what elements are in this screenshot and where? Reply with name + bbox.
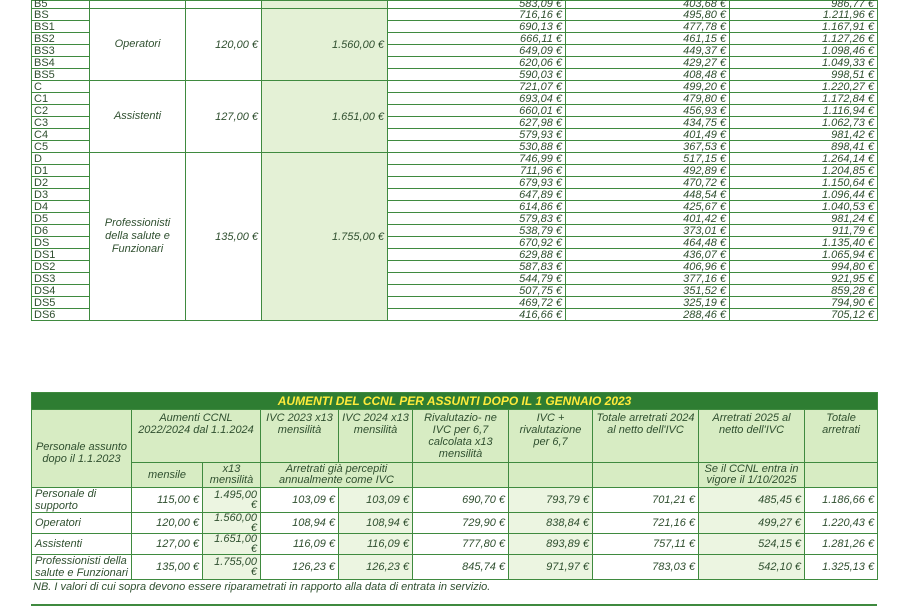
value-cell: 499,27 € [699,513,805,534]
value-cell: 507,75 € [388,285,566,297]
level-cell: C3 [32,117,90,129]
value-cell: 108,94 € [339,513,413,534]
header-empty [413,463,509,488]
level-cell: BS [32,9,90,21]
value-cell: 470,72 € [566,177,730,189]
value-cell: 126,23 € [261,555,339,580]
value-cell: 1.186,66 € [805,488,878,513]
level-cell: BS4 [32,57,90,69]
header-se-ccnl: Se il CCNL entra in vigore il 1/10/2025 [699,463,805,488]
value-cell: 971,97 € [509,555,593,580]
value-cell: 614,86 € [388,201,566,213]
header-empty [805,463,878,488]
group-x13: 1.755,00 € [262,153,388,321]
value-cell: 921,95 € [730,273,878,285]
level-cell: DS1 [32,249,90,261]
value-cell: 477,78 € [566,21,730,33]
value-cell: 479,80 € [566,93,730,105]
level-cell: D4 [32,201,90,213]
group-label: Operatori [90,9,186,81]
group-cell [90,1,186,9]
value-cell: 499,20 € [566,81,730,93]
level-cell: D [32,153,90,165]
value-cell: 469,72 € [388,297,566,309]
value-cell: 492,89 € [566,165,730,177]
value-cell: 1.281,26 € [805,534,878,555]
level-cell: B5 [32,1,90,9]
table-row [32,81,878,93]
value-cell: 783,03 € [593,555,699,580]
value-cell: 579,83 € [388,213,566,225]
value-cell: 1.098,46 € [730,45,878,57]
value-cell: 1.096,44 € [730,189,878,201]
value-cell: 757,11 € [593,534,699,555]
value-cell: 690,70 € [413,488,509,513]
aumenti-table [31,392,878,580]
value-cell: 538,79 € [388,225,566,237]
value-cell: 898,41 € [730,141,878,153]
row-label: Personale di supporto [32,488,132,513]
value-cell: 838,84 € [509,513,593,534]
value-cell: 981,42 € [730,129,878,141]
value-cell: 1.495,00 € [203,488,261,513]
level-cell: DS [32,237,90,249]
level-cell: DS3 [32,273,90,285]
value-cell: 690,13 € [388,21,566,33]
value-cell: 1.127,26 € [730,33,878,45]
value-cell: 495,80 € [566,9,730,21]
value-cell: 666,11 € [388,33,566,45]
value-cell: 998,51 € [730,69,878,81]
value-cell: 116,09 € [339,534,413,555]
value-cell: 711,96 € [388,165,566,177]
value-cell: 524,15 € [699,534,805,555]
value-cell: 1.755,00 € [203,555,261,580]
level-cell: BS3 [32,45,90,57]
value-cell: 1.062,73 € [730,117,878,129]
value-cell: 994,80 € [730,261,878,273]
header-arr2025: Arretrati 2025 al netto dell'IVC [699,410,805,463]
value-cell: 120,00 € [132,513,203,534]
value-cell: 859,28 € [730,285,878,297]
header-tot2024: Totale arretrati 2024 al netto dell'IVC [593,410,699,463]
value-cell: 777,80 € [413,534,509,555]
level-cell: D2 [32,177,90,189]
level-cell: DS5 [32,297,90,309]
value-cell: 351,52 € [566,285,730,297]
value-cell: 449,37 € [566,45,730,57]
x13-cell [262,1,388,9]
value-cell: 416,66 € [388,309,566,321]
level-cell: D3 [32,189,90,201]
value-cell: 456,93 € [566,105,730,117]
level-cell: D5 [32,213,90,225]
value-cell: 721,16 € [593,513,699,534]
value-cell: 425,67 € [566,201,730,213]
value-cell: 542,10 € [699,555,805,580]
value-cell: 103,09 € [261,488,339,513]
value-cell: 461,15 € [566,33,730,45]
footnote: NB. I valori di cui sopra devono essere riparametrati in rapporto alla data di entrata in servizio. [33,581,491,593]
table-row [32,488,878,513]
value-cell: 794,90 € [730,297,878,309]
value-cell: 729,90 € [413,513,509,534]
value-cell: 579,93 € [388,129,566,141]
value-cell: 377,16 € [566,273,730,285]
level-cell: BS5 [32,69,90,81]
value-cell: 587,83 € [388,261,566,273]
value-cell: 108,94 € [261,513,339,534]
value-cell: 403,68 € [566,1,730,9]
value-cell: 1.135,40 € [730,237,878,249]
value-cell: 1.167,91 € [730,21,878,33]
value-cell: 793,79 € [509,488,593,513]
value-cell: 126,23 € [339,555,413,580]
value-cell: 406,96 € [566,261,730,273]
value-cell: 1.040,53 € [730,201,878,213]
value-cell: 629,88 € [388,249,566,261]
value-cell: 434,75 € [566,117,730,129]
value-cell: 986,77 € [730,1,878,9]
value-cell: 517,15 € [566,153,730,165]
value-cell: 679,93 € [388,177,566,189]
value-cell: 325,19 € [566,297,730,309]
header-x13: x13 mensilità [203,463,261,488]
value-cell: 746,99 € [388,153,566,165]
table-row [32,9,878,21]
header-mensile: mensile [132,463,203,488]
row-label: Professionisti della salute e Funzionari [32,555,132,580]
value-cell: 127,00 € [132,534,203,555]
group-mensile: 127,00 € [186,81,262,153]
table-row [32,1,878,9]
level-cell: C4 [32,129,90,141]
header-ivc2023: IVC 2023 x13 mensilità [261,410,339,463]
level-cell: DS4 [32,285,90,297]
salary-table-levels [31,0,878,321]
group-label: Assistenti [90,81,186,153]
value-cell: 429,27 € [566,57,730,69]
group-label: Professionisti della salute e Funzionari [90,153,186,321]
group-x13: 1.560,00 € [262,9,388,81]
value-cell: 981,24 € [730,213,878,225]
level-cell: D1 [32,165,90,177]
value-cell: 1.204,85 € [730,165,878,177]
value-cell: 1.220,43 € [805,513,878,534]
level-cell: C2 [32,105,90,117]
value-cell: 401,42 € [566,213,730,225]
value-cell: 115,00 € [132,488,203,513]
value-cell: 716,16 € [388,9,566,21]
level-cell: BS1 [32,21,90,33]
value-cell: 367,53 € [566,141,730,153]
divider [31,604,877,606]
value-cell: 401,49 € [566,129,730,141]
level-cell: C1 [32,93,90,105]
value-cell: 1.325,13 € [805,555,878,580]
value-cell: 1.651,00 € [203,534,261,555]
value-cell: 103,09 € [339,488,413,513]
value-cell: 464,48 € [566,237,730,249]
row-label: Assistenti [32,534,132,555]
value-cell: 670,92 € [388,237,566,249]
value-cell: 660,01 € [388,105,566,117]
header-gia-percepiti: Arretrati già percepiti annualmente come IVC [261,463,413,488]
table-row [32,153,878,165]
value-cell: 1.049,33 € [730,57,878,69]
value-cell: 893,89 € [509,534,593,555]
table-row [32,534,878,555]
value-cell: 647,89 € [388,189,566,201]
value-cell: 544,79 € [388,273,566,285]
value-cell: 135,00 € [132,555,203,580]
level-cell: BS2 [32,33,90,45]
value-cell: 116,09 € [261,534,339,555]
value-cell: 288,46 € [566,309,730,321]
header-aumenti: Aumenti CCNL 2022/2024 dal 1.1.2024 [132,410,261,463]
value-cell: 590,03 € [388,69,566,81]
value-cell: 1.220,27 € [730,81,878,93]
level-cell: DS6 [32,309,90,321]
value-cell: 1.150,64 € [730,177,878,189]
value-cell: 1.211,96 € [730,9,878,21]
value-cell: 620,06 € [388,57,566,69]
value-cell: 583,09 € [388,1,566,9]
table-row [32,555,878,580]
level-cell: D6 [32,225,90,237]
header-totale: Totale arretrati [805,410,878,463]
value-cell: 530,88 € [388,141,566,153]
group-mensile: 120,00 € [186,9,262,81]
header-empty [593,463,699,488]
value-cell: 693,04 € [388,93,566,105]
value-cell: 448,54 € [566,189,730,201]
group-mensile: 135,00 € [186,153,262,321]
value-cell: 1.560,00 € [203,513,261,534]
header-rivalutazione: Rivalutazio- ne IVC per 6,7 calcolata x13 mensilità [413,410,509,463]
level-cell: DS2 [32,261,90,273]
header-empty [509,463,593,488]
table-title: AUMENTI DEL CCNL PER ASSUNTI DOPO IL 1 GENNAIO 2023 [32,393,878,410]
value-cell: 911,79 € [730,225,878,237]
mensile-cell [186,1,262,9]
value-cell: 627,98 € [388,117,566,129]
level-cell: C5 [32,141,90,153]
table-row [32,513,878,534]
value-cell: 1.116,94 € [730,105,878,117]
level-cell: C [32,81,90,93]
value-cell: 436,07 € [566,249,730,261]
value-cell: 649,09 € [388,45,566,57]
group-x13: 1.651,00 € [262,81,388,153]
header-ivc-rival: IVC + rivalutazione per 6,7 [509,410,593,463]
value-cell: 1.172,84 € [730,93,878,105]
value-cell: 1.264,14 € [730,153,878,165]
top-table-wrap [31,0,877,321]
value-cell: 721,07 € [388,81,566,93]
row-label: Operatori [32,513,132,534]
value-cell: 705,12 € [730,309,878,321]
value-cell: 485,45 € [699,488,805,513]
value-cell: 701,21 € [593,488,699,513]
value-cell: 845,74 € [413,555,509,580]
value-cell: 1.065,94 € [730,249,878,261]
header-personale: Personale assunto dopo il 1.1.2023 [32,410,132,488]
value-cell: 408,48 € [566,69,730,81]
header-ivc2024: IVC 2024 x13 mensilità [339,410,413,463]
value-cell: 373,01 € [566,225,730,237]
